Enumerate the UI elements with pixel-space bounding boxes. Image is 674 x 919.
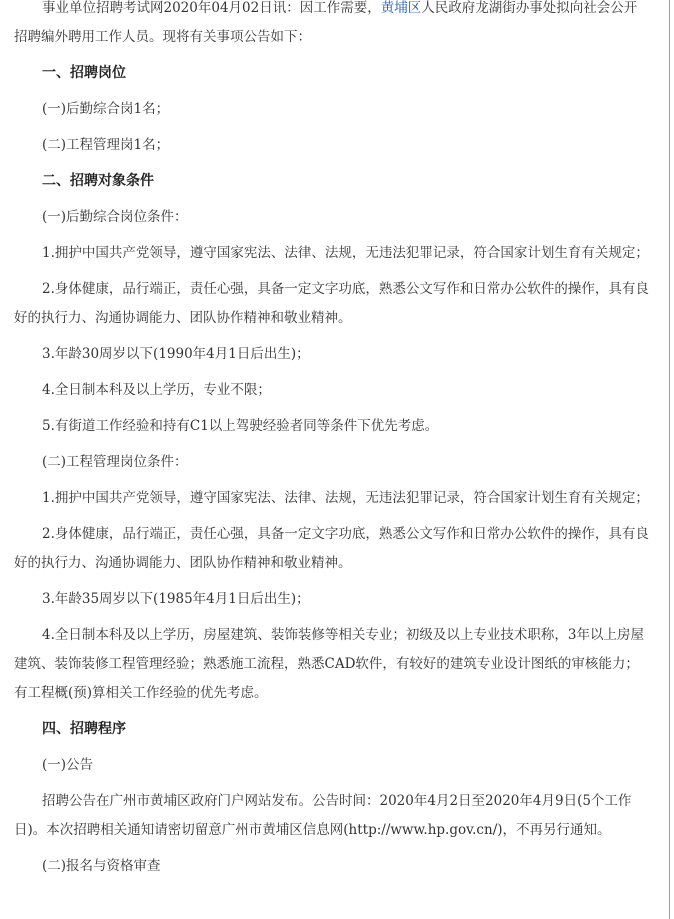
section-heading-requirements: 二、招聘对象条件 <box>42 173 154 189</box>
subheading-announcement: (一)公告 <box>42 757 94 773</box>
intro-paragraph <box>14 0 650 52</box>
position-item-engineering: (二)工程管理岗1名； <box>42 137 170 153</box>
section-heading-procedure: 四、招聘程序 <box>42 721 126 737</box>
intro-text-after: 人民政府龙湖街办事处拟向社会公开招聘编外聘用工作人员。现将有关事项公告如下： <box>14 0 638 45</box>
engineering-condition-3: 3.年龄35周岁以下(1985年4月1日后出生)； <box>42 591 310 607</box>
district-link[interactable]: 黄埔区 <box>380 0 422 16</box>
subheading-engineering-requirements: (二)工程管理岗位条件： <box>42 454 188 470</box>
intro-text-before: 事业单位招聘考试网2020年04月02日讯：因工作需要， <box>42 0 381 16</box>
engineering-condition-1: 1.拥护中国共产党领导，遵守国家宪法、法律、法规，无违法犯罪记录，符合国家计划生育有关规定； <box>42 490 649 506</box>
engineering-condition-4: 4.全日制本科及以上学历，房屋建筑、装饰装修等相关专业；初级及以上专业技术职称，3年以上房屋建筑、装饰装修工程管理经验；熟悉施工流程，熟悉CAD软件，有较好的建筑专业设计图纸的审核能力；有工程概(预)算相关工作经验的优先考虑。 <box>14 627 644 701</box>
section-heading-positions: 一、招聘岗位 <box>42 65 126 81</box>
content-border <box>669 0 670 919</box>
logistics-condition-2: 2.身体健康，品行端正，责任心强，具备一定文字功底，熟悉公文写作和日常办公软件的操作，具有良好的执行力、沟通协调能力、团队协作精神和敬业精神。 <box>14 281 649 326</box>
subheading-registration: (二)报名与资格审查 <box>42 858 161 874</box>
logistics-condition-3: 3.年龄30周岁以下(1990年4月1日后出生)； <box>42 346 310 362</box>
logistics-condition-1: 1.拥护中国共产党领导，遵守国家宪法、法律、法规，无违法犯罪记录，符合国家计划生育有关规定； <box>42 245 649 261</box>
logistics-condition-4: 4.全日制本科及以上学历，专业不限； <box>42 382 271 398</box>
subheading-logistics-requirements: (一)后勤综合岗位条件： <box>42 209 188 225</box>
engineering-condition-2: 2.身体健康，品行端正，责任心强，具备一定文字功底，熟悉公文写作和日常办公软件的操作，具有良好的执行力、沟通协调能力、团队协作精神和敬业精神。 <box>14 526 649 571</box>
announcement-paragraph: 招聘公告在广州市黄埔区政府门户网站发布。公告时间：2020年4月2日至2020年4月9日(5个工作日)。本次招聘相关通知请密切留意广州市黄埔区信息网(http://www.hp.gov.cn/)，不再另行通知。 <box>14 793 632 838</box>
logistics-condition-5: 5.有街道工作经验和持有C1以上驾驶经验者同等条件下优先考虑。 <box>42 418 439 434</box>
position-item-logistics: (一)后勤综合岗1名； <box>42 101 170 117</box>
